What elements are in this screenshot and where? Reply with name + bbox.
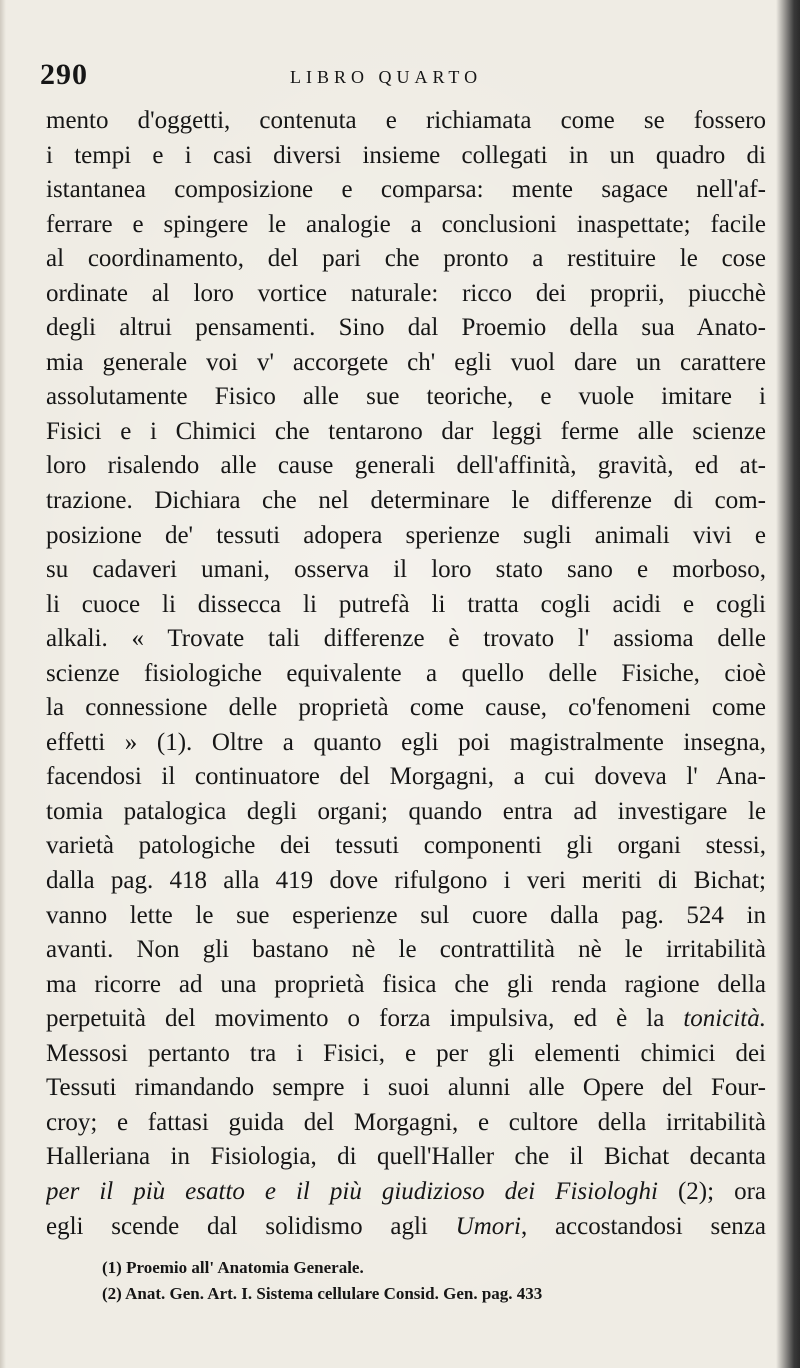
scan-edge-right bbox=[776, 0, 800, 1368]
text-line: mia generale voi v' accorgete ch' egli vuol dare un carattere bbox=[46, 348, 766, 376]
text-run: egli scende dal solidismo agli bbox=[46, 1212, 456, 1240]
text-line: tomia patalogica degli organi; quando entra ad investigare le bbox=[46, 797, 766, 825]
text-line: trazione. Dichiara che nel determinare le differenze di com- bbox=[46, 487, 766, 515]
text-line: su cadaveri umani, osserva il loro stato sano e morboso, bbox=[46, 556, 766, 584]
text-line: li cuoce li dissecca li putrefà li tratta cogli acidi e cogli bbox=[46, 590, 766, 618]
text-line bbox=[46, 1175, 766, 1210]
italic-term-umori: Umori bbox=[455, 1212, 521, 1240]
text-run: perpetuità del movimento o forza impulsiva, ed è la bbox=[46, 1005, 684, 1033]
text-line: ma ricorre ad una proprietà fisica che gli renda ragione della bbox=[46, 970, 766, 998]
text-line: varietà patologiche dei tessuti componenti gli organi stessi, bbox=[46, 832, 766, 860]
text-line bbox=[46, 1210, 766, 1245]
text-line: posizione de' tessuti adopera sperienze sugli animali vivi e bbox=[46, 521, 766, 549]
scan-edge-left bbox=[0, 0, 6, 1368]
running-title: LIBRO QUARTO bbox=[290, 67, 483, 87]
footnote-2: (2) Anat. Gen. Art. I. Sistema cellulare Consid. Gen. pag. 433 bbox=[102, 1284, 543, 1303]
footnote-reference: (2); ora bbox=[657, 1177, 766, 1205]
text-line: istantanea composizione e comparsa: mente sagace nell'af- bbox=[46, 176, 766, 204]
text-line: Tessuti rimandando sempre i suoi alunni alle Opere del Four- bbox=[46, 1074, 766, 1102]
text-line: mento d'oggetti, contenuta e richiamata come se fossero bbox=[46, 107, 766, 134]
text-line: degli altrui pensamenti. Sino dal Proemio della sua Anato- bbox=[46, 314, 766, 342]
text-line: Messosi pertanto tra i Fisici, e per gli elementi chimici dei bbox=[46, 1039, 766, 1067]
text-run: , accostandosi senza bbox=[520, 1212, 766, 1240]
page-number: 290 bbox=[40, 58, 88, 91]
text-line: alkali. « Trovate tali differenze è trovato l' assioma delle bbox=[46, 625, 766, 653]
text-line: ferrare e spingere le analogie a conclusioni inaspettate; facile bbox=[46, 210, 766, 238]
footnote-1: (1) Proemio all' Anatomia Generale. bbox=[102, 1258, 364, 1277]
footnotes bbox=[102, 1255, 722, 1307]
text-line bbox=[46, 1002, 766, 1037]
running-head bbox=[40, 58, 760, 98]
text-line: croy; e fattasi guida del Morgagni, e cultore della irritabilità bbox=[46, 1108, 766, 1136]
text-line: i tempi e i casi diversi insieme collegati in un quadro di bbox=[46, 141, 766, 169]
text-line: al coordinamento, del pari che pronto a restituire le cose bbox=[46, 245, 766, 273]
italic-term-tonicita: tonicità. bbox=[683, 1005, 766, 1033]
text-line: facendosi il continuatore del Morgagni, a cui doveva l' Ana- bbox=[46, 763, 766, 791]
text-line: assolutamente Fisico alle sue teoriche, e vuole imitare i bbox=[46, 383, 766, 411]
text-line: Halleriana in Fisiologia, di quell'Haller che il Bichat decanta bbox=[46, 1143, 766, 1171]
text-line: avanti. Non gli bastano nè le contrattilità nè le irritabilità bbox=[46, 936, 766, 964]
text-line: effetti » (1). Oltre a quanto egli poi magistralmente insegna, bbox=[46, 728, 766, 756]
text-line: vanno lette le sue esperienze sul cuore dalla pag. 524 in bbox=[46, 901, 766, 929]
text-line: scienze fisiologiche equivalente a quello delle Fisiche, cioè bbox=[46, 659, 766, 687]
text-line: la connessione delle proprietà come cause, co'fenomeni come bbox=[46, 694, 766, 722]
body-text bbox=[46, 104, 766, 1244]
text-line: loro risalendo alle cause generali dell'affinità, gravità, ed at- bbox=[46, 452, 766, 480]
text-line: dalla pag. 418 alla 419 dove rifulgono i veri meriti di Bichat; bbox=[46, 867, 766, 895]
text-line: Fisici e i Chimici che tentarono dar leggi ferme alle scienze bbox=[46, 417, 766, 445]
italic-quotation: per il più esatto e il più giudizioso dei Fisiologhi bbox=[46, 1177, 658, 1205]
text-line: ordinate al loro vortice naturale: ricco dei proprii, piucchè bbox=[46, 279, 766, 307]
